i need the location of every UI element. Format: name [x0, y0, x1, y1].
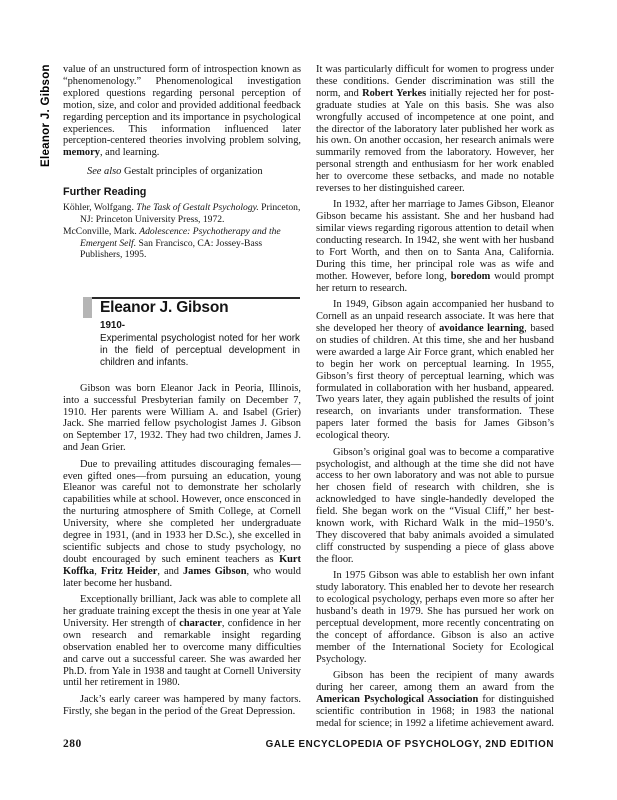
paragraph: In 1949, Gibson again accompanied her husband to Cornell as an unpaid research associate. It was here that she developed her theory of avoidance learning, based on studies of children. At this time, she and her husband were awarded a large Air Force grant, which enabled her to begin her work on perceptual learning. In 1955, Gibson’s first theory of perceptual learning, which was formulated in collaboration with her husband, appeared. Two years later, they again published the results of joint research, on invariants under transformation. These papers later formed the basis for James Gibson’s ecological theory. — [316, 299, 554, 442]
paragraph: Gibson’s original goal was to become a comparative psychologist, and although at the time she did not have access to her own laboratory and was not able to pursue her chosen field of research with children, she is acknowledged to have single-handedly developed the field. She began work on the “Visual Cliff,” her best-known work, with Richard Walk in the mid–1950’s. They discovered that baby animals avoided a simulated cliff constructed by suspending a piece of glass above the floor. — [316, 446, 554, 565]
entry-birth-year: 1910- — [100, 319, 126, 331]
left-column — [63, 64, 301, 734]
right-column — [316, 64, 554, 734]
entry-header-box — [83, 297, 300, 370]
page-footer — [63, 738, 554, 750]
paragraph: Due to prevailing attitudes discouraging females—even gifted ones—from pursuing an education, young Eleanor was careful not to demonstrate her scholarly capabilities while at school. However, once ensconced in the nurturing atmosphere of Smith College, at Cornell University, where she completed her undergraduate degree in 1931, (and in 1933 her D.Sc.), she excelled in scientific subjects and chose to study psychology, no doubt encouraged by such eminent teachers as Kurt Koffka, Fritz Heider, and James Gibson, who would later become her husband. — [63, 458, 301, 589]
entry-title: Eleanor J. Gibson — [100, 299, 229, 317]
paragraph: Gibson has been the recipient of many awards during her career, among them an award from the American Psychological Association for distinguished scientific contribution in 1968; in 1983 the national medal for science; in 1992 a lifetime achievement award. — [316, 669, 555, 729]
page-number: 280 — [63, 738, 82, 750]
paragraph: In 1975 Gibson was able to establish her own infant study laboratory. This enabled her to devote her research to ecological psychology, perhaps even more so after her husband’s death in 1979. She has pursued her work on perceptual development, more recently concentrating on the concept of affordance. Gibson is also an active member of the International Society for Ecological Psychology. — [316, 570, 554, 665]
edition-title: GALE ENCYCLOPEDIA OF PSYCHOLOGY, 2ND EDITION — [265, 739, 554, 750]
margin-tab-label: Eleanor J. Gibson — [40, 64, 52, 167]
text-columns — [63, 64, 555, 734]
paragraph: In 1932, after her marriage to James Gibson, Eleanor Gibson became his assistant. She and her husband had similar views regarding rigorous attention to detail when conducting research. In 1942, she went with her husband to Fort Worth, and then on to Santa Ana, California. During this time, her principal role was as wife and mother. However, before long, boredom would prompt her return to research. — [316, 199, 554, 294]
further-reading-heading: Further Reading — [63, 186, 147, 199]
entry-description: Experimental psychologist noted for her work in the field of perceptual development in children and infants. — [100, 332, 300, 369]
bibliography-entry: Köhler, Wolfgang. The Task of Gestalt Psychology. Princeton, NJ: Princeton University Press, 1972. — [63, 202, 301, 225]
paragraph: Gibson was born Eleanor Jack in Peoria, Illinois, into a successful Presbyterian family on December 7, 1910. Her parents were William A. and Isabel (Grier) Jack. She married fellow psychologist James J. Gibson on September 17, 1932. They had two children, James J. and Jean Grier. — [63, 382, 301, 454]
paragraph: Exceptionally brilliant, Jack was able to complete all her graduate training except the thesis in one year at Yale University. Her strength of character, confidence in her own research and remarkable insight regarding observation enabled her to overcome many difficulties and carve out a successful career. She was awarded her Ph.D. from Yale in 1938 and taught at Cornell University until her retirement in 1980. — [63, 594, 301, 689]
paragraph-continued: It was particularly difficult for women to progress under these conditions. Gender discrimination was still the norm, and Robert Yerkes initially rejected her for post-graduate studies at Yale on this basis. She was also wrongfully accused of incompetence at one point, and the director of the laboratory later published her work as his own. On another occasion, her research animals were summarily removed from the laboratory. However, her personal strength and enthusiasm for her work enabled her to overcome these setbacks, and made no notable reverses to her distinguished career. — [316, 64, 554, 195]
see-also-note: See also Gestalt principles of organization — [87, 166, 263, 178]
entry-marker-square — [83, 297, 92, 318]
paragraph-continued: value of an unstructured form of introspection known as “phenomenology.” Phenomenological investigation explored questions regarding personal perception of motion, size, and color and provided additional feedback regarding perception and its importance in psychological experiences. This information influenced later perception-centered theories involving problem solving, memory, and learning. — [63, 64, 301, 159]
paragraph: Jack’s early career was hampered by many factors. Firstly, she began in the period of the Great Depression. — [63, 693, 301, 717]
bibliography-entry: McConville, Mark. Adolescence: Psychotherapy and the Emergent Self. San Francisco, CA: Jossey-Bass Publishers, 1995. — [63, 226, 281, 261]
entry-header-rule — [83, 297, 300, 317]
